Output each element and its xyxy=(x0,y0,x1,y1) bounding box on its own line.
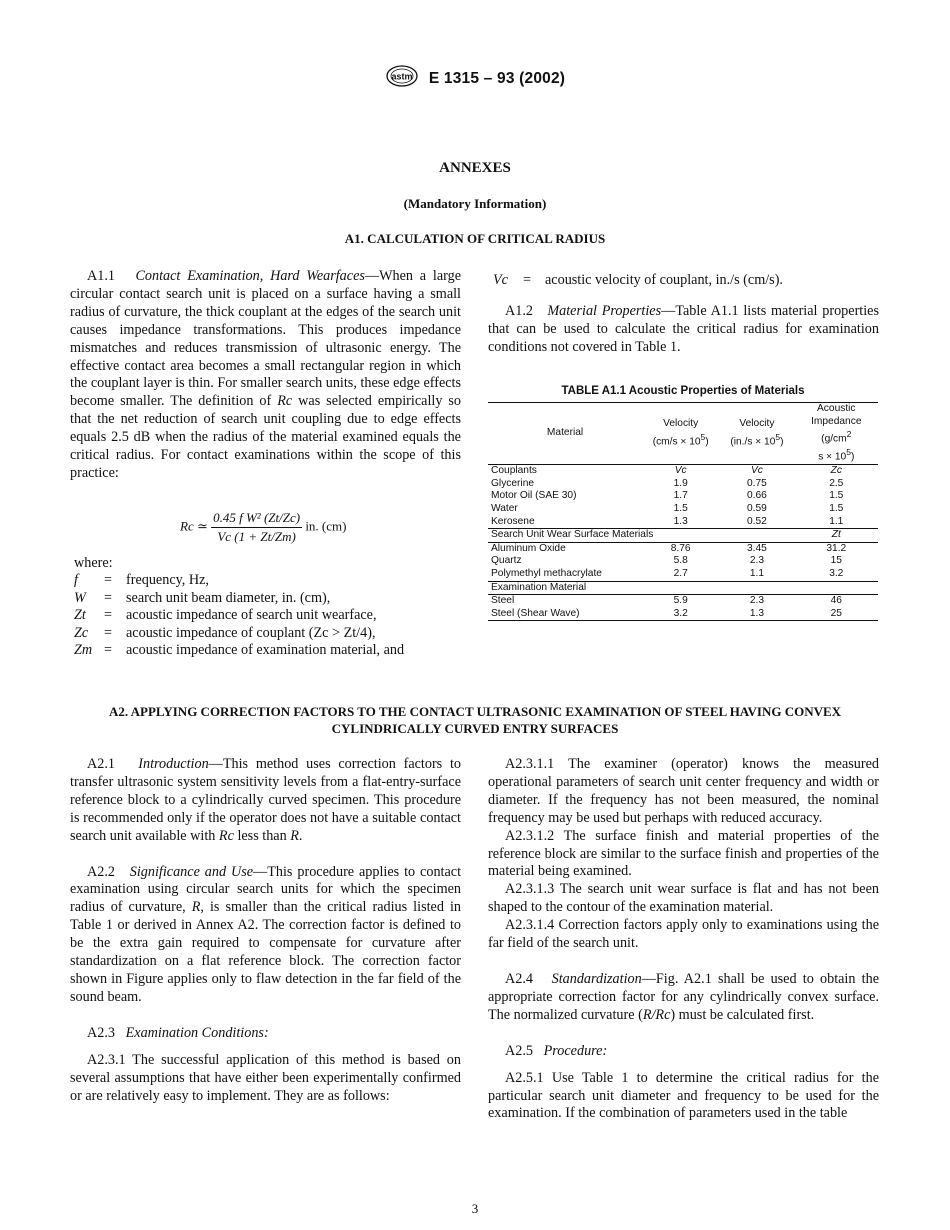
astm-logo-icon xyxy=(385,64,419,93)
table-row: Water 1.5 0.59 1.5 xyxy=(491,502,844,514)
table-row: Kerosene 1.3 0.52 1.1 xyxy=(491,515,844,527)
annexes-title: ANNEXES xyxy=(439,160,511,176)
table-row: Aluminum Oxide 8.76 3.45 31.2 xyxy=(488,542,878,555)
paragraph-a2-3-1-1: A2.3.1.1 The examiner (operator) knows the measured operational parameters of search unit center frequency and width or diameter. If the frequency has not been measured, the nominal frequency may be used but perhaps with reduced accuracy. xyxy=(488,756,879,826)
col-header-impedance: Acoustic Impedance ($g/cm^2$ $s \times 10^5$) xyxy=(811,403,862,463)
table-row: Quartz 5.8 2.3 15 xyxy=(491,555,842,567)
table-row: Motor Oil (SAE 30) 1.7 0.66 1.5 xyxy=(491,490,844,502)
a2-heading: A2. APPLYING CORRECTION FACTORS TO THE CONTACT ULTRASONIC EXAMINATION OF STEEL HAVING CONVEX CYLINDRICALLY CURVED ENTRY SURFACES xyxy=(108,704,842,736)
where-row-zm: Zm = acoustic impedance of examination material, and xyxy=(74,642,405,659)
document-designation: E 1315 – 93 (2002) xyxy=(428,69,566,87)
group-row-examination-material: Examination Material xyxy=(488,581,878,595)
page-header xyxy=(0,64,950,93)
group-row-couplants: Couplants Vc Vc Zc xyxy=(488,465,878,478)
table-row: Steel (Shear Wave) 3.2 1.3 25 xyxy=(488,608,878,621)
critical-radius-formula: Rc ≃ $\frac{\text{0.45 f W² (Zt/Zc)}}{Vc (1 + Zt/Zm)}$ in. (cm) xyxy=(180,510,347,544)
where-list xyxy=(74,555,464,659)
where-label: where: xyxy=(74,555,113,571)
a1-left-column xyxy=(70,268,461,483)
annexes-subtitle: (Mandatory Information) xyxy=(403,196,547,211)
paragraph-a1-2: A1.2 Material Properties—Table A1.1 lists material properties that can be used to calculate the critical radius for examination conditions not covered in Table 1. xyxy=(488,303,879,355)
where-row-w: W = search unit beam diameter, in. (cm), xyxy=(74,589,331,606)
where-row-f: f = frequency, Hz, xyxy=(74,572,209,589)
paragraph-a2-3-1-3: A2.3.1.3 The search unit wear surface is flat and has not been shaped to the contour of the examination material. xyxy=(488,881,879,916)
table-row: Polymethyl methacrylate 2.7 1.1 3.2 xyxy=(491,567,844,579)
col-header-material: Material xyxy=(546,427,584,439)
col-header-velocity-in: Velocity $(in./s \times 10^5)$ xyxy=(730,418,784,448)
a2-right-column xyxy=(488,756,879,1123)
table-title: TABLE A1.1 Acoustic Properties of Materials xyxy=(561,385,805,397)
a1-heading: A1. CALCULATION OF CRITICAL RADIUS xyxy=(344,231,606,246)
paragraph-a2-4: A2.4 Standardization—Fig. A2.1 shall be used to obtain the appropriate correction factor for any cylindrically convex surface. The normalized curvature (R/Rc) must be calculated first. xyxy=(488,970,880,1023)
paragraph-a2-5: A2.5 Procedure: xyxy=(505,1042,608,1059)
where-row-zc: Zc = acoustic impedance of couplant (Zc > Zt/4), xyxy=(74,624,376,641)
paragraph-a2-2: A2.2 Significance and Use—This procedure applies to contact examination using circular search units for which the specimen radius of curvature, R, is smaller than the critical radius listed in Table 1 or derived in Annex A2. The correction factor is defined to be the extra gain required to compensate for curvature after standardization on a flat reference block. The correction factor shown in Figure applies only to flaw detection in the far field of the sound beam. xyxy=(70,863,462,1005)
page-number: 3 xyxy=(471,1201,479,1216)
paragraph-a1-1: A1.1 Contact Examination, Hard Wearfaces—When a large circular contact search unit is placed on a surface having a small radius of curvature, the thick couplant at the edges of the search unit causes impedance transformations. This produces impedance mismatches and reduces transmission of ultrasonic energy. The effective contact area becomes a small rectangular region in which the couplant layer is thin. For smaller search units, these edge effects become smaller. The definition of Rc was selected empirically so that the net reduction of search unit coupling due to edge effects equals 2.5 dB when the radius of the material examined equals the critical radius. For contact examinations within the scope of this practice: xyxy=(70,268,462,481)
table-row: Glycerine 1.9 0.75 2.5 xyxy=(491,477,844,489)
paragraph-a2-3: A2.3 Examination Conditions: xyxy=(87,1024,269,1041)
acoustic-properties-table xyxy=(488,402,878,621)
paragraph-a2-3-1-2: A2.3.1.2 The surface finish and material properties of the reference block are similar to the surface finish and properties of the material being examined. xyxy=(488,827,879,880)
where-row-vc: Vc = acoustic velocity of couplant, in./s (cm/s). xyxy=(493,272,783,288)
col-header-velocity-cm: Velocity $(cm/s \times 10^5)$ xyxy=(652,418,709,448)
where-row-zt: Zt = acoustic impedance of search unit wearface, xyxy=(74,607,377,624)
a2-left-column xyxy=(70,756,461,1105)
paragraph-a2-3-1: A2.3.1 The successful application of this method is based on several assumptions that have either been experimentally confirmed or are relatively easy to implement. They are as follows: xyxy=(70,1051,461,1104)
group-row-wear-surface: Search Unit Wear Surface Materials Zt xyxy=(488,529,878,543)
table-row: Steel 5.9 2.3 46 xyxy=(488,595,878,608)
paragraph-a2-1: A2.1 Introduction—This method uses correction factors to transfer ultrasonic system sensitivity levels from a flat-entry-surface reference block to a cylindrically curved specimen. This procedure is recommended only if the operator does not have a suitable contact search unit available with Rc less than R. xyxy=(70,756,462,844)
paragraph-a2-5-1: A2.5.1 Use Table 1 to determine the critical radius for the particular search unit diameter and frequency to be used for the examination. If the combination of parameters used in the table xyxy=(488,1069,879,1122)
paragraph-a2-3-1-4: A2.3.1.4 Correction factors apply only to examinations using the far field of the search unit. xyxy=(488,917,879,952)
svg-text:astm: astm xyxy=(391,71,413,82)
